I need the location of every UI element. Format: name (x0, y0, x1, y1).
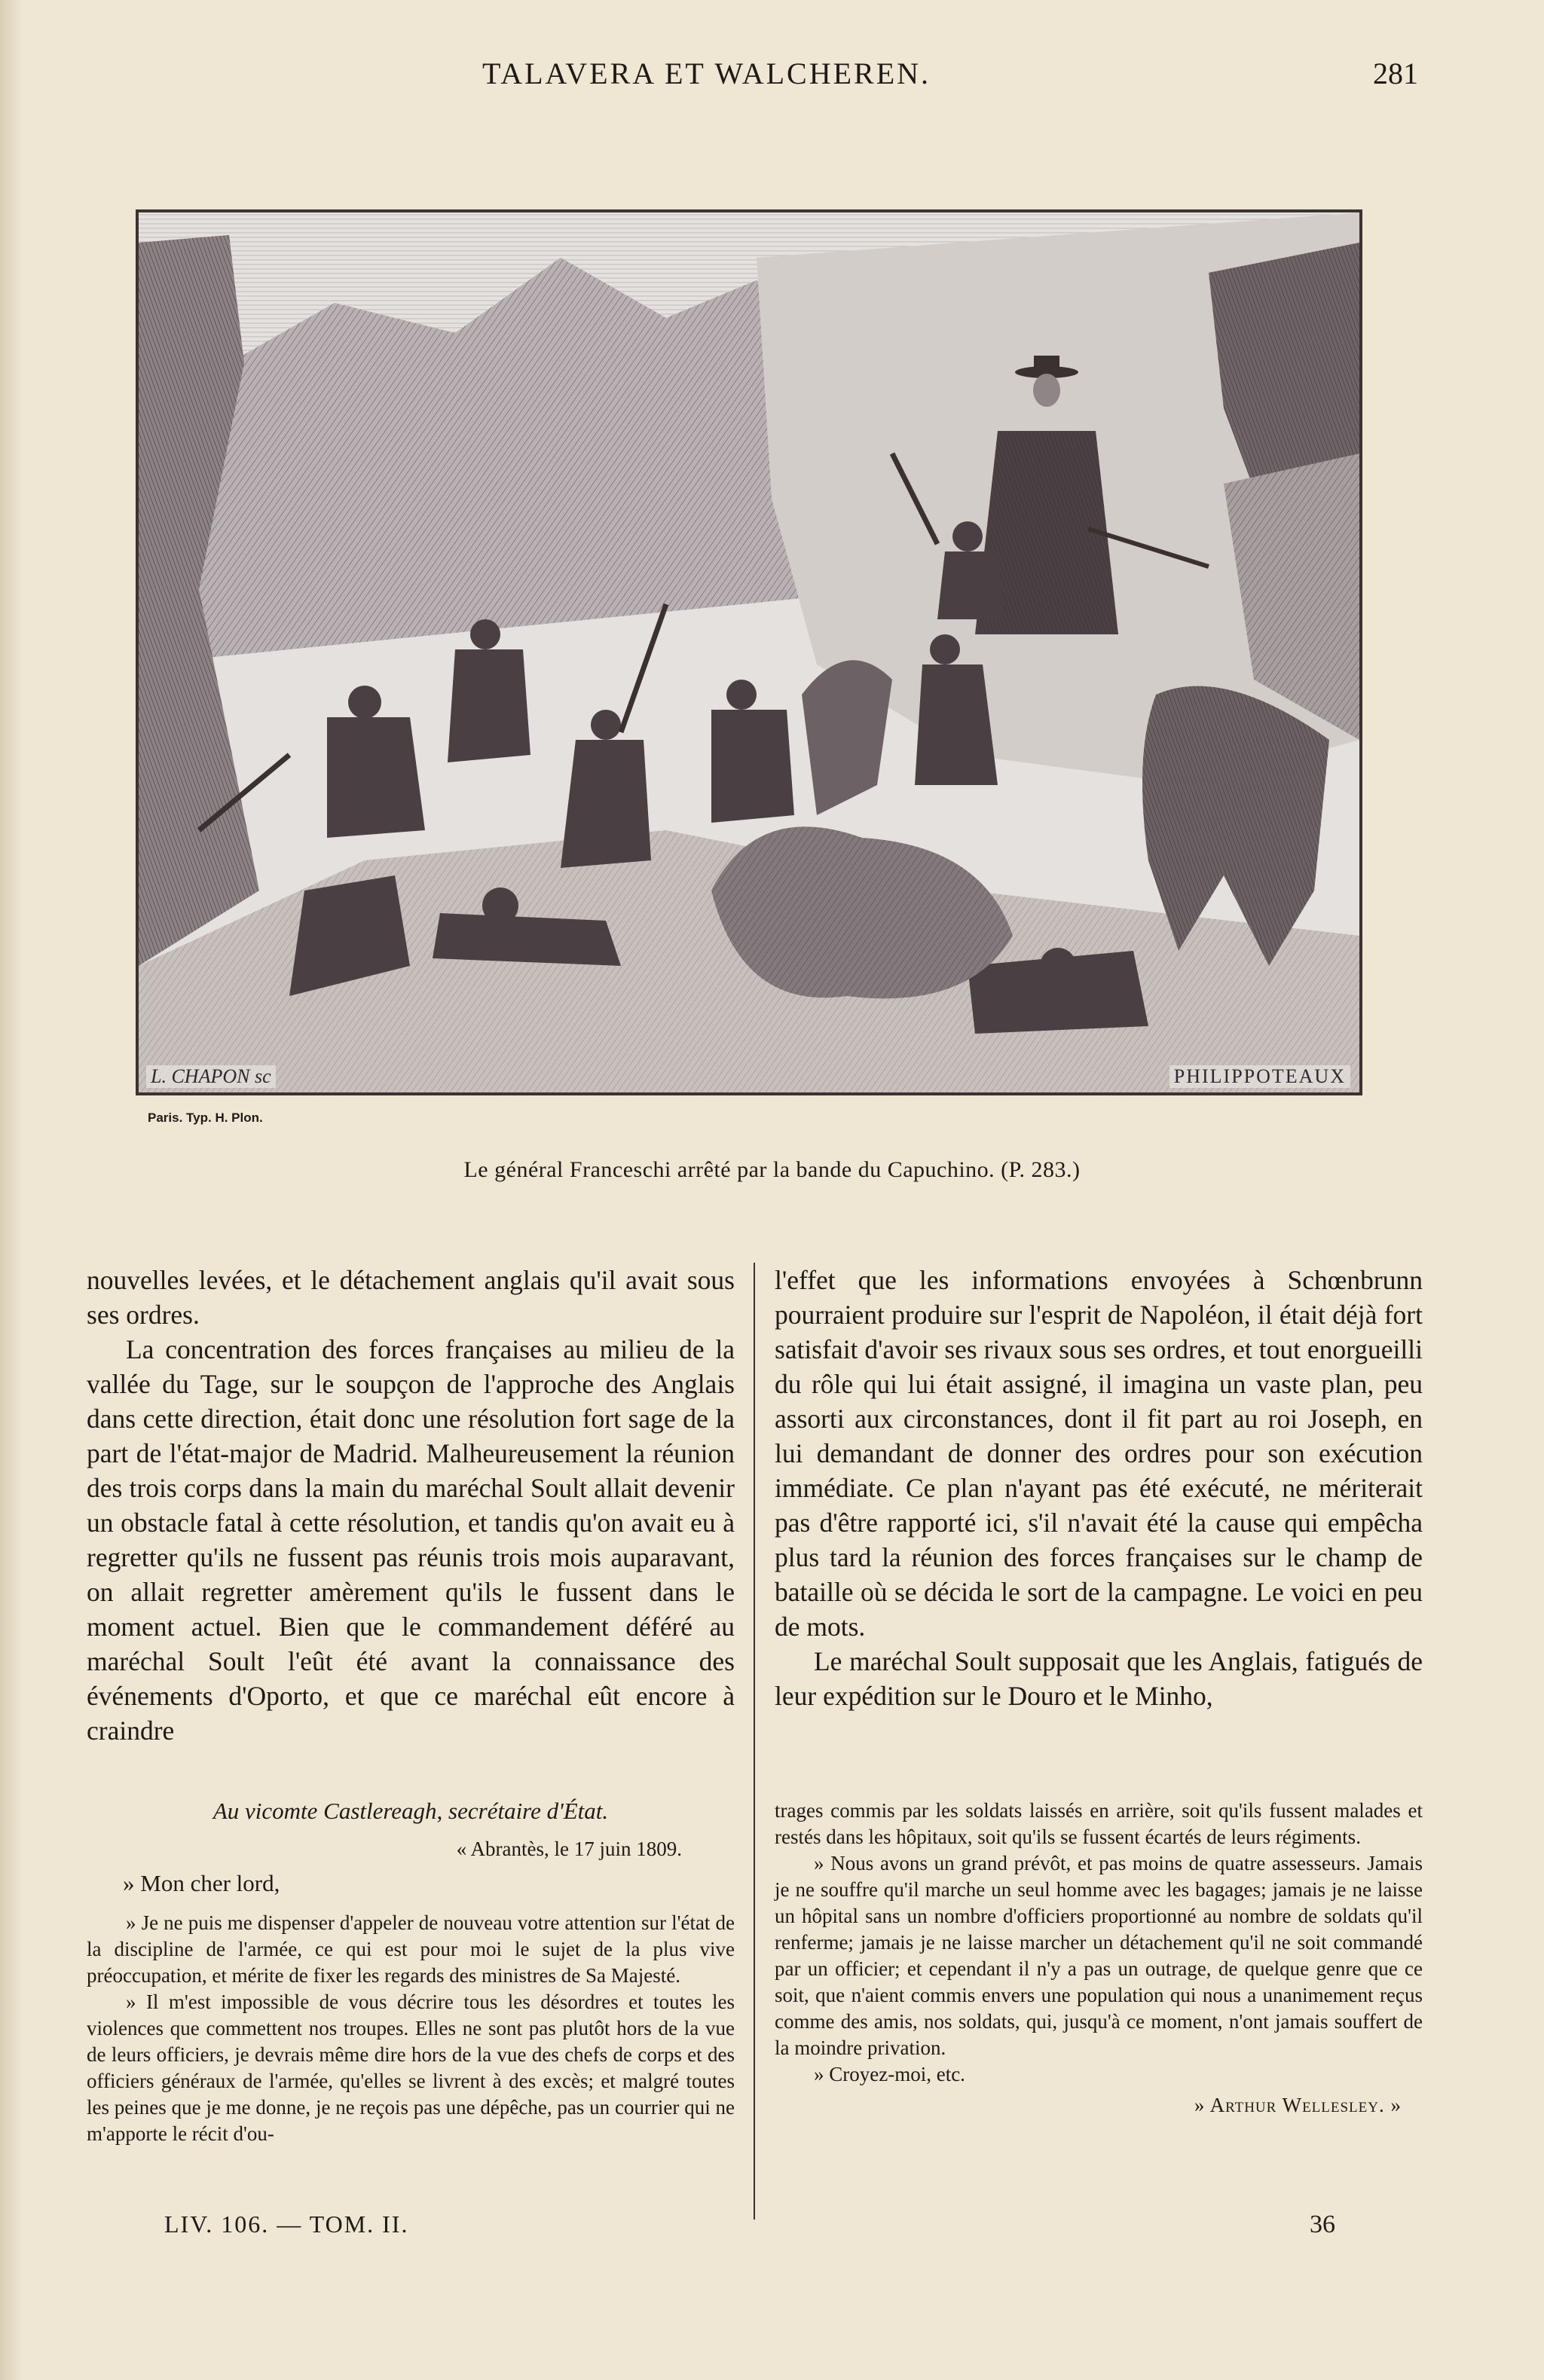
paragraph: Le maréchal Soult supposait que les Anglais, fatigués de leur expédition sur le Douro et le Minho, (775, 1646, 1423, 1711)
letter-signature: » Arthur Wellesley. » (1194, 2094, 1402, 2116)
paragraph: l'effet que les informations envoyées à Schœnbrunn pourraient produire sur l'esprit de Napoléon, il était déjà fort satisfait d'avoir ses rivaux sous ses ordres, et tout enorgueilli du rôle qui lui était assigné, il imagina un vaste plan, peu assorti aux circonstances, dont il fit part au roi Joseph, en lui demandant de donner des ordres pour son exécution immédiate. Ce plan n'ayant pas été exécuté, ne mériterait pas d'être rapporté ici, s'il n'avait été la cause qui empêcha plus tard la réunion des forces françaises sur le champ de bataille où se décida le sort de la campagne. Le voici en peu de mots. (775, 1265, 1423, 1642)
engraver-signature-left: L. CHAPON sc (146, 1065, 276, 1088)
left-text-column (87, 1263, 735, 1748)
engraving-illustration (136, 209, 1362, 1095)
letter-closing: » Croyez-moi, etc. (814, 2063, 965, 2085)
engraver-signature-right: PHILIPPOTEAUX (1169, 1065, 1350, 1088)
letter-right-column (775, 1798, 1423, 2119)
letter-paragraph: trages commis par les soldats laissés en arrière, soit qu'ils fussent malades et restés dans les hôpitaux, soit qu'ils se fussent écartés de leurs régiments. (775, 1799, 1423, 1848)
letter-paragraph: » Il m'est impossible de vous décrire tous les désordres et toutes les violences que commettent nos troupes. Elles ne sont pas plutôt hors de la vue de leurs officiers, je devrais même dire hors de la vue des chefs de corps et des officiers généraux de l'armée, qu'elles se livrent à des excès; et malgré toutes les peines que je me donne, je ne reçois pas une dépêche, pas un courrier qui ne m'apporte le récit d'ou- (87, 1990, 735, 2145)
running-title: TALAVERA ET WALCHEREN. (482, 57, 931, 90)
paragraph: nouvelles levées, et le détachement anglais qu'il avait sous ses ordres. (87, 1265, 735, 1330)
paragraph: La concentration des forces françaises au milieu de la vallée du Tage, sur le soupçon de l'approche des Anglais dans cette direction, était donc une résolution fort sage de la part de l'état-major de Madrid. Malheureusement la réunion des trois corps dans la main du maréchal Soult allait devenir un obstacle fatal à cette résolution, et tandis qu'on avait eu à regretter qu'ils ne fussent pas réunis trois mois auparavant, on allait regretter amèrement qu'ils le fussent dans le moment actuel. Bien que le commandement déféré au maréchal Soult l'eût été avant la connaissance des événements d'Oporto, et que ce maréchal eût encore à craindre (87, 1334, 735, 1746)
letter-paragraph: » Je ne puis me dispenser d'appeler de nouveau votre attention sur l'état de la discipline de l'armée, ce qui est pour moi le sujet de la plus vive préoccupation, et mérite de fixer les regards des ministres de Sa Majesté. (87, 1911, 735, 1987)
illustration-caption: Le général Franceschi arrêté par la bande du Capuchino. (P. 283.) (463, 1157, 1081, 1182)
column-divider (754, 1263, 755, 2220)
letter-date: « Abrantès, le 17 juin 1809. (456, 1838, 682, 1860)
signature-mark: LIV. 106. — TOM. II. (164, 2210, 409, 2238)
right-text-column (775, 1263, 1423, 1713)
facing-page-edge (0, 0, 23, 2380)
letter-heading: Au vicomte Castlereagh, secrétaire d'État. (212, 1798, 609, 1824)
sheet-number: 36 (1310, 2210, 1335, 2238)
printer-credit: Paris. Typ. H. Plon. (148, 1111, 263, 1125)
letter-paragraph: » Nous avons un grand prévôt, et pas moins de quatre assesseurs. Jamais je ne souffre qu'il marche un seul homme avec les bagages; jamais je ne laisse un hôpital sans un nombre d'officiers proportionné au nombre de soldats qu'il renferme; jamais je ne laisse marcher un détachement qu'il ne soit commandé par un officier; et cependant il n'y a pas un outrage, de quelque genre que ce soit, que n'aient commis envers une population qui nous a unanimement reçus comme des amis, nos soldats, qui, jusqu'à ce moment, n'ont jamais souffert de la moindre privation. (775, 1852, 1423, 2059)
engraving-scene (139, 212, 1359, 1092)
page-number: 281 (1373, 57, 1418, 90)
letter-left-column (87, 1798, 735, 2147)
letter-salutation: » Mon cher lord, (123, 1870, 280, 1896)
